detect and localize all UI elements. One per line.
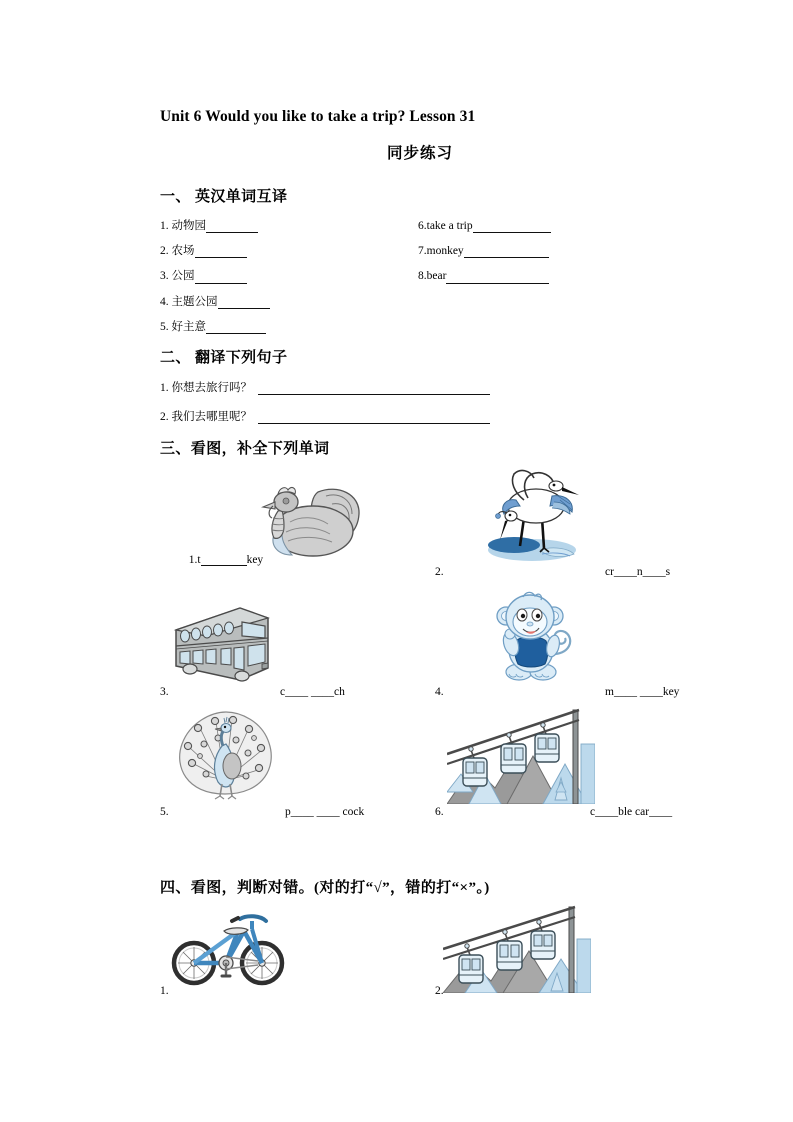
qa-cell <box>418 219 680 233</box>
sentence-row <box>160 379 680 395</box>
bicycle-image <box>168 909 288 992</box>
answer-blank[interactable] <box>446 272 549 284</box>
item-number: 5. <box>160 806 169 819</box>
word-item-label: 1. 动物园 <box>160 219 206 232</box>
item-suffix: key <box>246 554 264 567</box>
answer-blank[interactable] <box>218 297 270 309</box>
picture-row <box>160 466 680 584</box>
section-1-items <box>160 219 680 335</box>
word-item-label: 8.bear <box>418 270 447 283</box>
section-4-heading: 四、看图，判断对错。(对的打“√”，错的打“×”。) <box>160 880 490 897</box>
page-title: Unit 6 Would you like to take a trip? Lesson 31 <box>160 108 476 125</box>
picture-item <box>160 586 420 704</box>
word-item-label: 5. 好主意 <box>160 321 206 334</box>
qa-cell <box>418 295 680 309</box>
item-number: 2. <box>435 985 444 998</box>
cable-car-image <box>447 704 595 809</box>
answer-blank[interactable] <box>206 221 258 233</box>
picture-row <box>160 586 680 704</box>
fill-in-answer[interactable]: c____ble car____ <box>590 806 673 819</box>
qa-cell <box>418 320 680 334</box>
answer-blank[interactable] <box>195 272 247 284</box>
section-1-heading: 一、 英汉单词互译 <box>160 188 288 205</box>
section-3-heading: 三、看图，补全下列单词 <box>160 441 330 458</box>
turkey-image <box>256 476 364 566</box>
qa-row <box>160 219 680 233</box>
picture-item <box>435 706 680 824</box>
fill-in-answer[interactable]: cr____n____s <box>605 566 671 579</box>
picture-item <box>435 466 680 584</box>
item-number: 1.t <box>188 554 201 567</box>
item-number: 3. <box>160 686 169 699</box>
fill-in-answer[interactable] <box>160 542 263 578</box>
qa-cell <box>418 244 680 258</box>
qa-row <box>160 320 680 334</box>
fill-in-answer[interactable]: p____ ____ cock <box>285 806 365 819</box>
answer-blank[interactable] <box>258 412 490 424</box>
answer-blank[interactable] <box>201 554 247 566</box>
answer-blank[interactable] <box>464 246 549 258</box>
word-item-label: 4. 主题公园 <box>160 295 218 308</box>
qa-row <box>160 269 680 283</box>
picture-row <box>160 905 680 1015</box>
picture-item <box>160 706 420 824</box>
peacock-image <box>170 708 280 811</box>
sentence-label: 1. 你想去旅行吗？ <box>160 382 252 395</box>
picture-item <box>435 586 680 704</box>
page-content <box>160 0 680 1015</box>
answer-blank[interactable] <box>258 383 490 395</box>
item-number: 2. <box>435 566 444 579</box>
word-item-label: 2. 农场 <box>160 244 195 257</box>
picture-item <box>160 905 420 1015</box>
sentence-row <box>160 408 680 424</box>
answer-blank[interactable] <box>195 246 247 258</box>
item-number: 6. <box>435 806 444 819</box>
coach-bus-image <box>168 596 276 693</box>
qa-cell <box>160 219 418 233</box>
picture-item <box>435 905 680 1015</box>
word-item-label: 7.monkey <box>418 244 464 257</box>
qa-cell <box>160 295 418 309</box>
item-number: 1. <box>160 985 169 998</box>
answer-blank[interactable] <box>206 322 266 334</box>
monkey-image <box>483 588 583 693</box>
qa-cell <box>160 244 418 258</box>
qa-cell <box>418 269 680 283</box>
answer-blank[interactable] <box>473 221 551 233</box>
sentence-label: 2. 我们去哪里呢？ <box>160 411 252 424</box>
picture-item <box>160 466 420 584</box>
cable-car-image <box>443 905 591 998</box>
page-subtitle: 同步练习 <box>386 144 453 162</box>
qa-cell <box>160 269 418 283</box>
fill-in-answer[interactable]: m____ ____key <box>605 686 680 699</box>
word-item-label: 6.take a trip <box>418 219 473 232</box>
qa-row <box>160 295 680 309</box>
picture-row <box>160 706 680 824</box>
section-2-items <box>160 379 680 424</box>
qa-row <box>160 244 680 258</box>
word-item-label: 3. 公园 <box>160 270 195 283</box>
fill-in-answer[interactable]: c____ ____ch <box>280 686 345 699</box>
item-number: 4. <box>435 686 444 699</box>
crane-image <box>480 466 592 569</box>
section-2-heading: 二、 翻译下列句子 <box>160 350 288 367</box>
qa-cell <box>160 320 418 334</box>
